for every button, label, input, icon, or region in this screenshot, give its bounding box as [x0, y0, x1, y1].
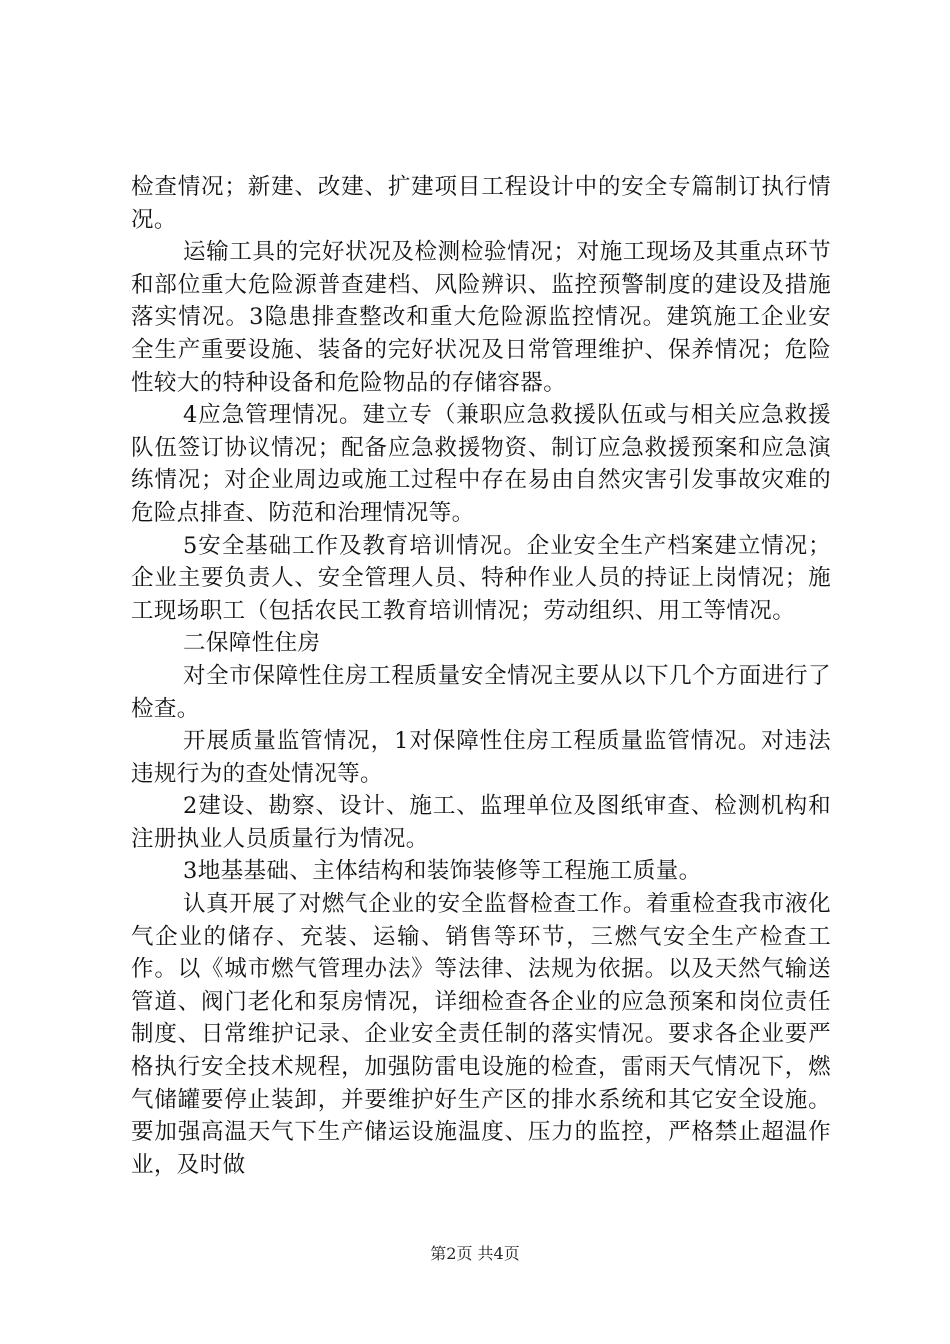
- paragraph-foundation-quality: 3地基基础、主体结构和装饰装修等工程施工质量。: [183, 858, 702, 885]
- paragraph-construction-parties: 2建设、勘察、设计、施工、监理单位及图纸审查、检测机构和注册执业人员质量行为情况。: [131, 793, 831, 852]
- paragraph-quality-supervision: 开展质量监管情况，1对保障性住房工程质量监管情况。对违法违规行为的查处情况等。: [131, 728, 831, 787]
- paragraph-gas-safety: 认真开展了对燃气企业的安全监督检查工作。着重检查我市液化气企业的储存、充装、运输、销售等环节，三燃气安全生产检查工作。以《城市燃气管理办法》等法律、法规为依据。以及天然气输送管道、阀门老化和泵房情况，详细检查各企业的应急预案和岗位责任制度、日常维护记录、企业安全责任制的落实情况。要求各企业要严格执行安全技术规程，加强防雷电设施的检查，雷雨天气情况下，燃气储罐要停止装卸，并要维护好生产区的排水系统和其它安全设施。要加强高温天气下生产储运设施温度、压力的监控，严格禁止超温作业，及时做: [131, 891, 831, 1178]
- section-heading-housing: 二保障性住房: [183, 630, 321, 657]
- page-number-footer: 第2页 共4页: [430, 1244, 520, 1263]
- paragraph-transport-inspection: 运输工具的完好状况及检测检验情况；对施工现场及其重点环节和部位重大危险源普查建档、风险辨识、监控预警制度的建设及措施落实情况。3隐患排查整改和重大危险源监控情况。建筑施工企业安全生产重要设施、装备的完好状况及日常管理维护、保养情况；危险性较大的特种设备和危险物品的存储容器。: [131, 239, 831, 396]
- document-body: [131, 171, 831, 1181]
- paragraph-continuation: 检查情况；新建、改建、扩建项目工程设计中的安全专篇制订执行情况。: [131, 174, 831, 233]
- paragraph-emergency-management: 4应急管理情况。建立专（兼职应急救援队伍或与相关应急救援队伍签订协议情况；配备应急救援物资、制订应急救援预案和应急演练情况；对企业周边或施工过程中存在易由自然灾害引发事故灾难的危险点排查、防范和治理情况等。: [131, 402, 831, 526]
- paragraph-housing-intro: 对全市保障性住房工程质量安全情况主要从以下几个方面进行了检查。: [131, 662, 831, 722]
- paragraph-safety-training: 5安全基础工作及教育培训情况。企业安全生产档案建立情况；企业主要负责人、安全管理人员、特种作业人员的持证上岗情况；施工现场职工（包括农民工教育培训情况；劳动组织、用工等情况。: [131, 532, 831, 624]
